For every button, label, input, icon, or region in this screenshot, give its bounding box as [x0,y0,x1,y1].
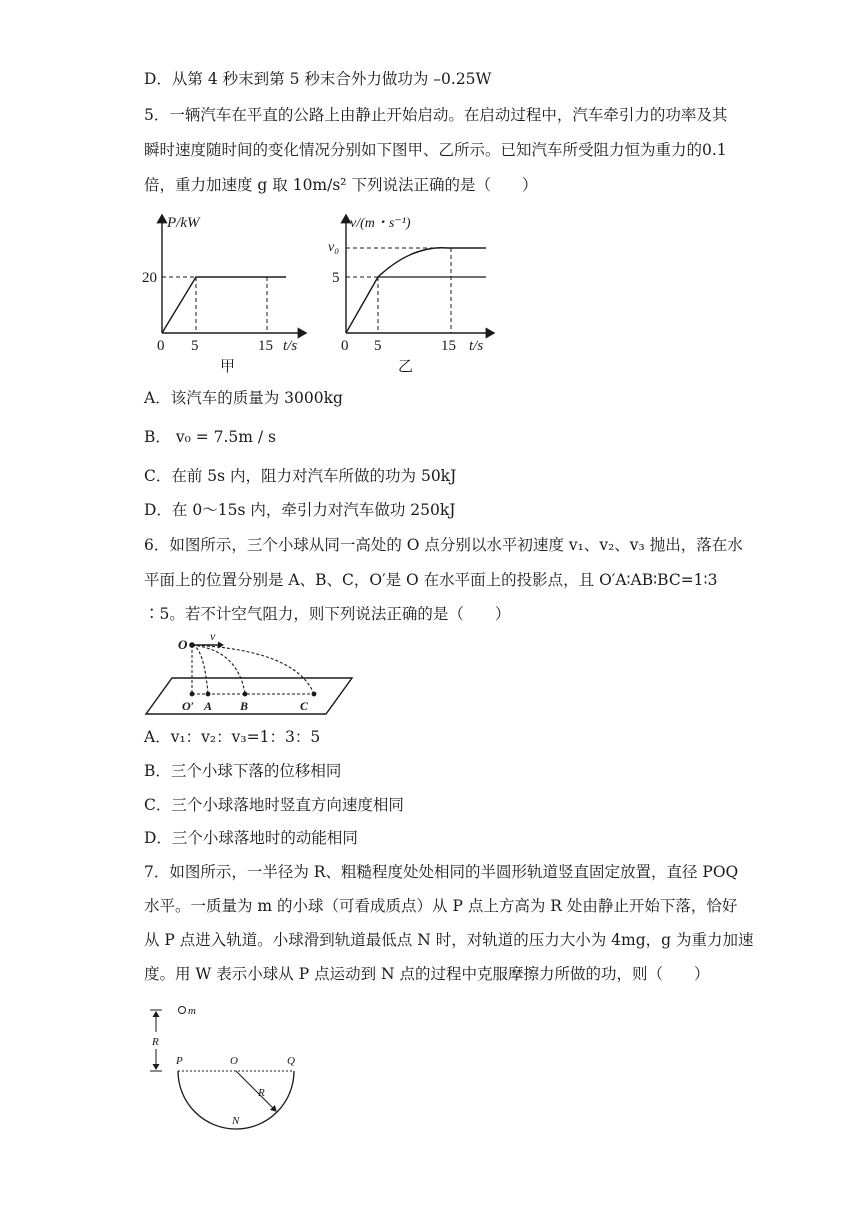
q5-option-c: C．在前 5s 内，阻力对汽车所做的功为 50kJ [144,467,457,485]
label-c: C [300,699,309,713]
label-b: B [240,699,249,713]
caption: 乙 [398,359,414,375]
label-r-height: R [152,1036,159,1048]
q6-option-a: A．v₁：v₂：v₃=1：3：5 [144,728,321,746]
q5-option-d: D．在 0～15s 内，牵引力对汽车做功 250kJ [144,501,456,519]
q6-figure-projectile [140,628,360,720]
trajectory-a [192,645,208,694]
x-axis-label: t/s [283,338,298,354]
q5-stem-line-3: 倍，重力加速度 g 取 10m/s² 下列说法正确的是（ ） [144,176,538,194]
label-a: A [204,699,213,713]
label-q: Q [287,1055,295,1067]
q7-stem-line-2: 水平。一质量为 m 的小球（可看成质点）从 P 点上方高为 R 处由静止开始下落，恰好 [144,897,738,915]
q5-stem-line-1: 5．一辆汽车在平直的公路上由静止开始启动。在启动过程中，汽车牵引力的功率及其 [144,106,728,124]
tick-5: 5 [374,338,382,354]
q7-figure-semicircle-track [140,998,315,1160]
radius-arrow [236,1071,276,1111]
q6-option-b: B．三个小球下落的位移相同 [144,762,342,780]
tick-5: 5 [191,338,199,354]
label-o-prime: O′ [182,699,195,713]
q7-stem-line-1: 7．如图所示，一半径为 R、粗糙程度处处相同的半圆形轨道竖直固定放置，直径 POQ [144,863,739,881]
x-axis-label: t/s [469,338,484,354]
q5-figure-velocity-time [320,205,500,375]
q6-stem-line-1: 6．如图所示，三个小球从同一高处的 O 点分别以水平初速度 v₁、v₂、v₃ 抛出，落在水 [144,536,743,554]
ground-plane [146,678,352,714]
trajectory-c [192,645,314,694]
ball [179,1007,186,1014]
tick-0: 0 [341,338,349,354]
y-axis-label: v/(m・s⁻¹) [350,216,411,231]
tick-5-y: 5 [332,270,340,286]
label-o: O [178,637,188,652]
q6-stem-line-2: 平面上的位置分别是 A、B、C，O′是 O 在水平面上的投影点，且 O′A∶AB∶BC=1∶3 [144,571,718,589]
q5-stem-line-2: 瞬时速度随时间的变化情况分别如下图甲、乙所示。已知汽车所受阻力恒为重力的0.1 [144,141,727,159]
label-r-radius: R [258,1087,265,1099]
q6-option-c: C．三个小球落地时竖直方向速度相同 [144,796,404,814]
caption: 甲 [220,359,236,375]
q6-stem-line-3: ∶5。若不计空气阻力，则下列说法正确的是（ ） [144,605,511,623]
point-o [189,642,195,648]
q4-option-d: D．从第 4 秒末到第 5 秒末合外力做功为 –0.25W [144,70,492,88]
tick-20: 20 [142,270,157,286]
q7-stem-line-4: 度。用 W 表示小球从 P 点运动到 N 点的过程中克服摩擦力所做的功，则（ ） [144,965,710,983]
label-o: O [230,1055,238,1067]
label-v: v [210,629,216,643]
q5-option-b: B． v₀ = 7.5m / s [144,428,277,446]
tick-15: 15 [441,338,456,354]
q5-figure-power-time [140,205,310,375]
velocity-curve [346,248,486,333]
tick-v0: v₀ [328,240,340,255]
y-axis-label: P/kW [167,215,200,231]
q5-option-a: A．该汽车的质量为 3000kg [144,389,343,407]
label-m: m [188,1005,196,1017]
label-p: P [176,1055,183,1067]
tick-0: 0 [157,338,165,354]
label-n: N [232,1115,240,1127]
q7-stem-line-3: 从 P 点进入轨道。小球滑到轨道最低点 N 时，对轨道的压力大小为 4mg，g 为重力加速 [144,931,754,949]
tick-15: 15 [258,338,273,354]
q6-option-d: D．三个小球落地时的动能相同 [144,829,358,847]
